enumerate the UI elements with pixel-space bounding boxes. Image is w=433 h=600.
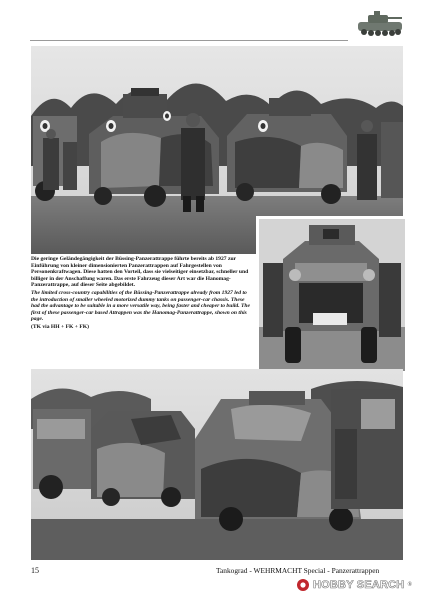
footer-title: Tankograd - WEHRMACHT Special - Panzerattrappen xyxy=(216,566,380,575)
caption-credit: (TK via HH + FK + FK) xyxy=(31,323,89,330)
page-number: 15 xyxy=(31,566,39,575)
caption-english: The limited cross-country capabilities of the Büssing-Panzerattrappe already from 1927 led to the introduction of smaller wheeled motorized dummy tanks on passenger-car chassis. These had the advantage to be suitable in a more versatile way, being faster and cheaper to build. The first of these passenger-car based Attrappen was the Hanomag-Panzerattrappe, shown on this page. xyxy=(31,289,251,323)
hobbysearch-logo-icon xyxy=(296,578,310,592)
hobbysearch-watermark xyxy=(296,575,426,595)
watermark-text: HOBBY SEARCH xyxy=(313,579,405,591)
photo-caption xyxy=(31,256,252,332)
photo-bottom xyxy=(31,369,403,560)
tank-silhouette-icon xyxy=(356,8,404,40)
photo-front-view xyxy=(256,216,405,371)
header-rule xyxy=(30,40,348,41)
watermark-registered-mark: ® xyxy=(407,582,412,588)
caption-german: Die geringe Geländegängigkeit der Büssing-Panzerattrappe führte bereits ab 1927 zur Einführung von kleiner dimensionierten Panzerattrappen auf Fahrgestellen von Personenkraftwagen. Diese hatten den Vorteil, dass sie vielseitiger einsetzbar, schneller und billiger in der Anschaffung waren. Das erste Fahrzeug dieser Art war die Hanomag-Panzerattrappe, auf dieser Seite abgebildet. xyxy=(31,256,249,289)
